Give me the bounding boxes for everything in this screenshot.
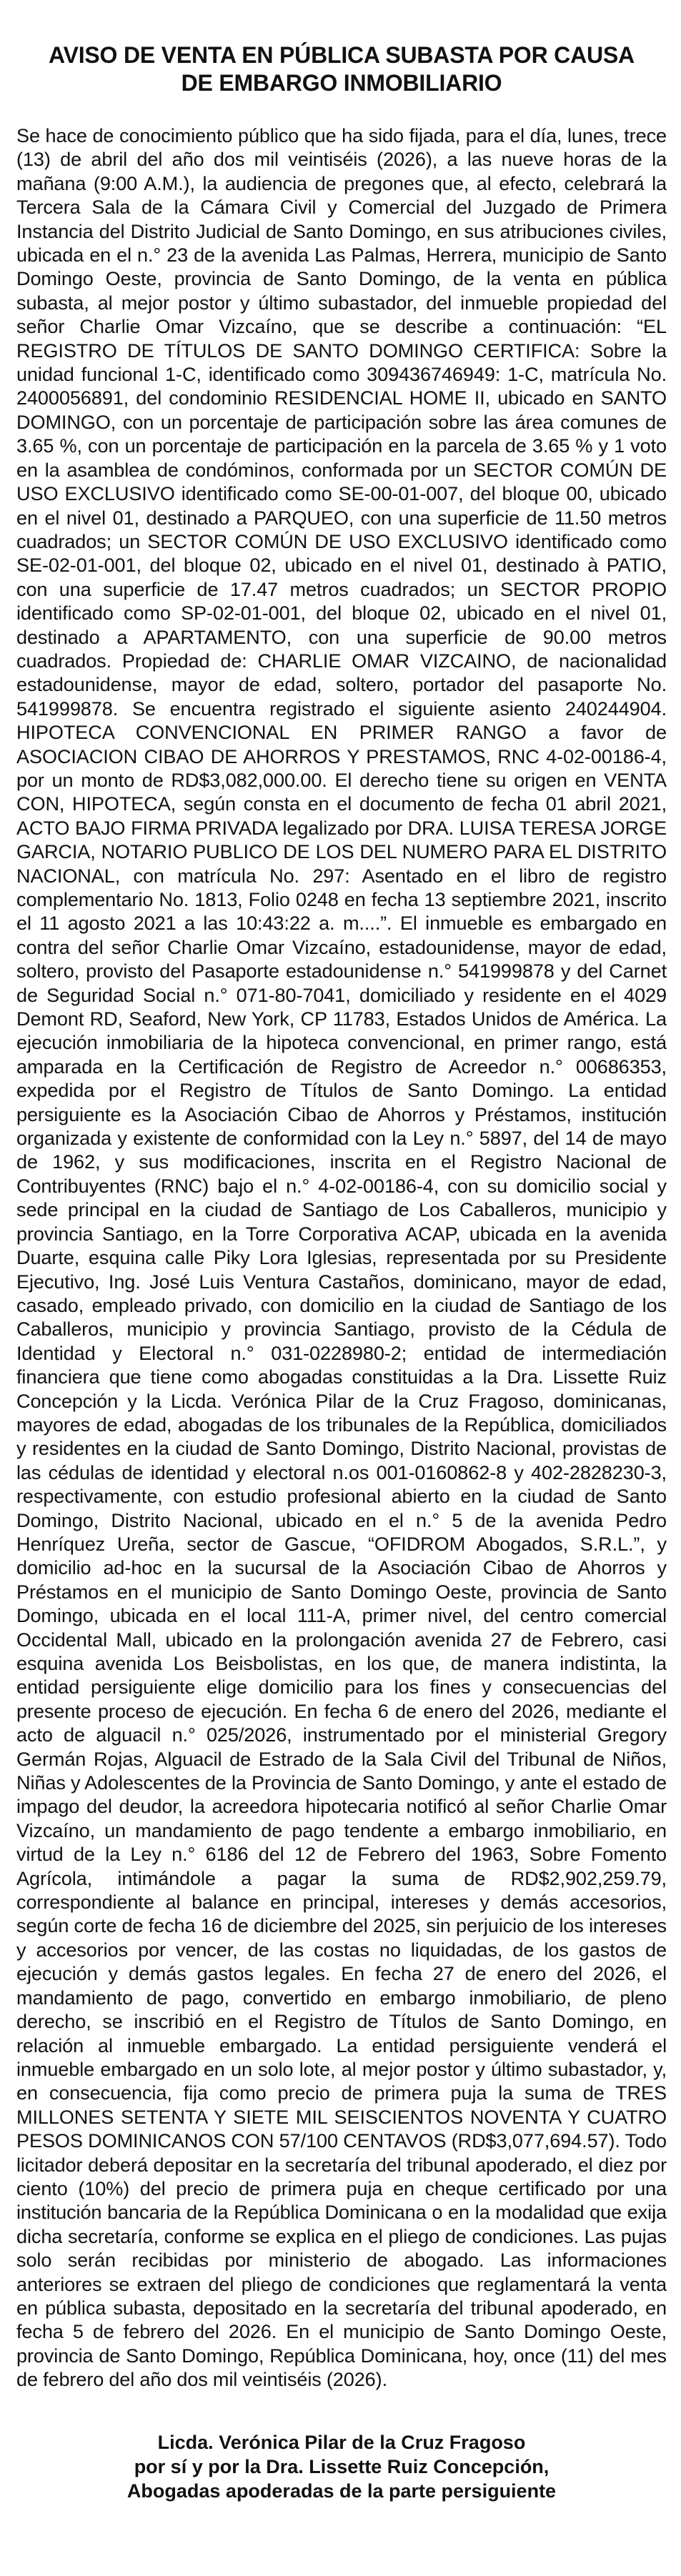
- notice-body: Se hace de conocimiento público que ha sido fijada, para el día, lunes, trece (13) de abril del año dos mil veintiséis (2026), a las nueve horas de la mañana (9:00 A.M.), la audiencia de pregones que, al efecto, celebrará la Tercera Sala de la Cámara Civil y Comercial del Juzgado de Primera Instancia del Distrito Judicial de Santo Domingo, en sus atribuciones civiles, ubicada en el n.° 23 de la avenida Las Palmas, Herrera, municipio de Santo Domingo Oeste, provincia de Santo Domingo, de la venta en pública subasta, al mejor postor y último subastador, del inmueble propiedad del señor Charlie Omar Vizcaíno, que se describe a continuación: “EL REGISTRO DE TÍTULOS DE SANTO DOMINGO CERTIFICA: Sobre la unidad funcional 1-C, identificado como 309436746949: 1-C, matrícula No. 2400056891, del condominio RESIDENCIAL HOME II, ubicado en SANTO DOMINGO, con un porcentaje de participación sobre las área comunes de 3.65 %, con un porcentaje de participación en la parcela de 3.65 % y 1 voto en la asamblea de condóminos, conformada por un SECTOR COMÚN DE USO EXCLUSIVO identificado como SE-00-01-007, del bloque 00, ubicado en el nivel 01, destinado a PARQUEO, con una superficie de 11.50 metros cuadrados; un SECTOR COMÚN DE USO EXCLUSIVO identificado como SE-02-01-001, del bloque 02, ubicado en el nivel 01, destinado à PATIO, con una superficie de 17.47 metros cuadrados; un SECTOR PROPIO identificado como SP-02-01-001, del bloque 02, ubicado en el nivel 01, destinado a APARTAMENTO, con una superficie de 90.00 metros cuadrados. Propiedad de: CHARLIE OMAR VIZCAINO, de nacionalidad estadounidense, mayor de edad, soltero, portador del pasaporte No. 541999878. Se encuentra registrado el siguiente asiento 240244904. HIPOTECA CONVENCIONAL EN PRIMER RANGO a favor de ASOCIACION CIBAO DE AHORROS Y PRESTAMOS, RNC 4-02-00186-4, por un monto de RD$3,082,000.00. El derecho tiene su origen en VENTA CON, HIPOTECA, según consta en el documento de fecha 01 abril 2021, ACTO BAJO FIRMA PRIVADA legalizado por DRA. LUISA TERESA JORGE GARCIA, NOTARIO PUBLICO DE LOS DEL NUMERO PARA EL DISTRITO NACIONAL, con matrícula No. 297: Asentado en el libro de registro complementario No. 1813, Folio 0248 en fecha 13 septiembre 2021, inscrito el 11 agosto 2021 a las 10:43:22 a. m....”. El inmueble es embargado en contra del señor Charlie Omar Vizcaíno, estadounidense, mayor de edad, soltero, provisto del Pasaporte estadounidense n.° 541999878 y del Carnet de Seguridad Social n.° 071-80-7041, domiciliado y residente en el 4029 Demont RD, Seaford, New York, CP 11783, Estados Unidos de América. La ejecución inmobiliaria de la hipoteca convencional, en primer rango, está amparada en la Certificación de Registro de Acreedor n.° 00686353, expedida por el Registro de Títulos de Santo Domingo. La entidad persiguiente es la Asociación Cibao de Ahorros y Préstamos, institución organizada y existente de conformidad con la Ley n.° 5897, del 14 de mayo de 1962, y sus modificaciones, inscrita en el Registro Nacional de Contribuyentes (RNC) bajo el n.° 4-02-00186-4, con su domicilio social y sede principal en la ciudad de Santiago de Los Caballeros, municipio y provincia Santiago, en la Torre Corporativa ACAP, ubicada en la avenida Duarte, esquina calle Piky Lora Iglesias, representada por su Presidente Ejecutivo, Ing. José Luis Ventura Castaños, dominicano, mayor de edad, casado, empleado privado, con domicilio en la ciudad de Santiago de los Caballeros, municipio y provincia Santiago, provisto de la Cédula de Identidad y Electoral n.° 031-0228980-2; entidad de intermediación financiera que tiene como abogadas constituidas a la Dra. Lissette Ruiz Concepción y la Licda. Verónica Pilar de la Cruz Fragoso, dominicanas, mayores de edad, abogadas de los tribunales de la República, domiciliados y residentes en la ciudad de Santo Domingo, Distrito Nacional, provistas de las cédulas de identidad y electoral n.os 001-0160862-8 y 402-2828230-3, respectivamente, con estudio profesional abierto en la ciudad de Santo Domingo, Distrito Nacional, ubicado en el n.° 5 de la avenida Pedro Henríquez Ureña, sector de Gascue, “OFIDROM Abogados, S.R.L.”, y domicilio ad-hoc en la sucursal de la Asociación Cibao de Ahorros y Préstamos en el municipio de Santo Domingo Oeste, provincia de Santo Domingo, ubicada en el local 111-A, primer nivel, del centro comercial Occidental Mall, ubicado en la prolongación avenida 27 de Febrero, casi esquina avenida Los Beisbolistas, en los que, de manera indistinta, la entidad persiguiente elige domicilio para los fines y consecuencias del presente proceso de ejecución. En fecha 6 de enero del 2026, mediante el acto de alguacil n.° 025/2026, instrumentado por el ministerial Gregory Germán Rojas, Alguacil de Estrado de la Sala Civil del Tribunal de Niños, Niñas y Adolescentes de la Provincia de Santo Domingo, y ante el estado de impago del deudor, la acreedora hipotecaria notificó al señor Charlie Omar Vizcaíno, un mandamiento de pago tendente a embargo inmobiliario, en virtud de la Ley n.° 6186 del 12 de Febrero del 1963, Sobre Fomento Agrícola, intimándole a pagar la suma de RD$2,902,259.79, correspondiente al balance en principal, intereses y demás accesorios, según corte de fecha 16 de diciembre del 2025, sin perjuicio de los intereses y accesorios por vencer, de las costas no liquidadas, de los gastos de ejecución y demás gastos legales. En fecha 27 de enero del 2026, el mandamiento de pago, convertido en embargo inmobiliario, de pleno derecho, se inscribió en el Registro de Títulos de Santo Domingo, en relación al inmueble embargado. La entidad persiguiente venderá el inmueble embargado en un solo lote, al mejor postor y último subastador, y, en consecuencia, fija como precio de primera puja la suma de TRES MILLONES SETENTA Y SIETE MIL SEISCIENTOS NOVENTA Y CUATRO PESOS DOMINICANOS CON 57/100 CENTAVOS (RD$3,077,694.57). Todo licitador deberá depositar en la secretaría del tribunal apoderado, el diez por ciento (10%) del precio de primera puja en cheque certificado por una institución bancaria de la República Dominicana o en la modalidad que exija dicha secretaría, conforme se explica en el pliego de condiciones. Las pujas solo serán recibidas por ministerio de abogado. Las informaciones anteriores se extraen del pliego de condiciones que reglamentará la venta en pública subasta, depositado en la secretaría del tribunal apoderado, en fecha 5 de febrero del 2026. En el municipio de Santo Domingo Oeste, provincia de Santo Domingo, República Dominicana, hoy, once (11) del mes de febrero del año dos mil veintiséis (2026).: [16, 124, 667, 2391]
- signature-line-2: por sí y por la Dra. Lissette Ruiz Concepción,: [134, 2455, 550, 2477]
- notice-title-line-2: DE EMBARGO INMOBILIARIO: [181, 70, 502, 96]
- signature-line-1: Licda. Verónica Pilar de la Cruz Fragoso: [157, 2431, 526, 2453]
- notice-title: [16, 41, 667, 97]
- signature-line-3: Abogadas apoderadas de la parte persiguiente: [126, 2480, 557, 2502]
- signature-block: [16, 2430, 667, 2503]
- notice-title-line-1: AVISO DE VENTA EN PÚBLICA SUBASTA POR CAUSA: [49, 42, 635, 68]
